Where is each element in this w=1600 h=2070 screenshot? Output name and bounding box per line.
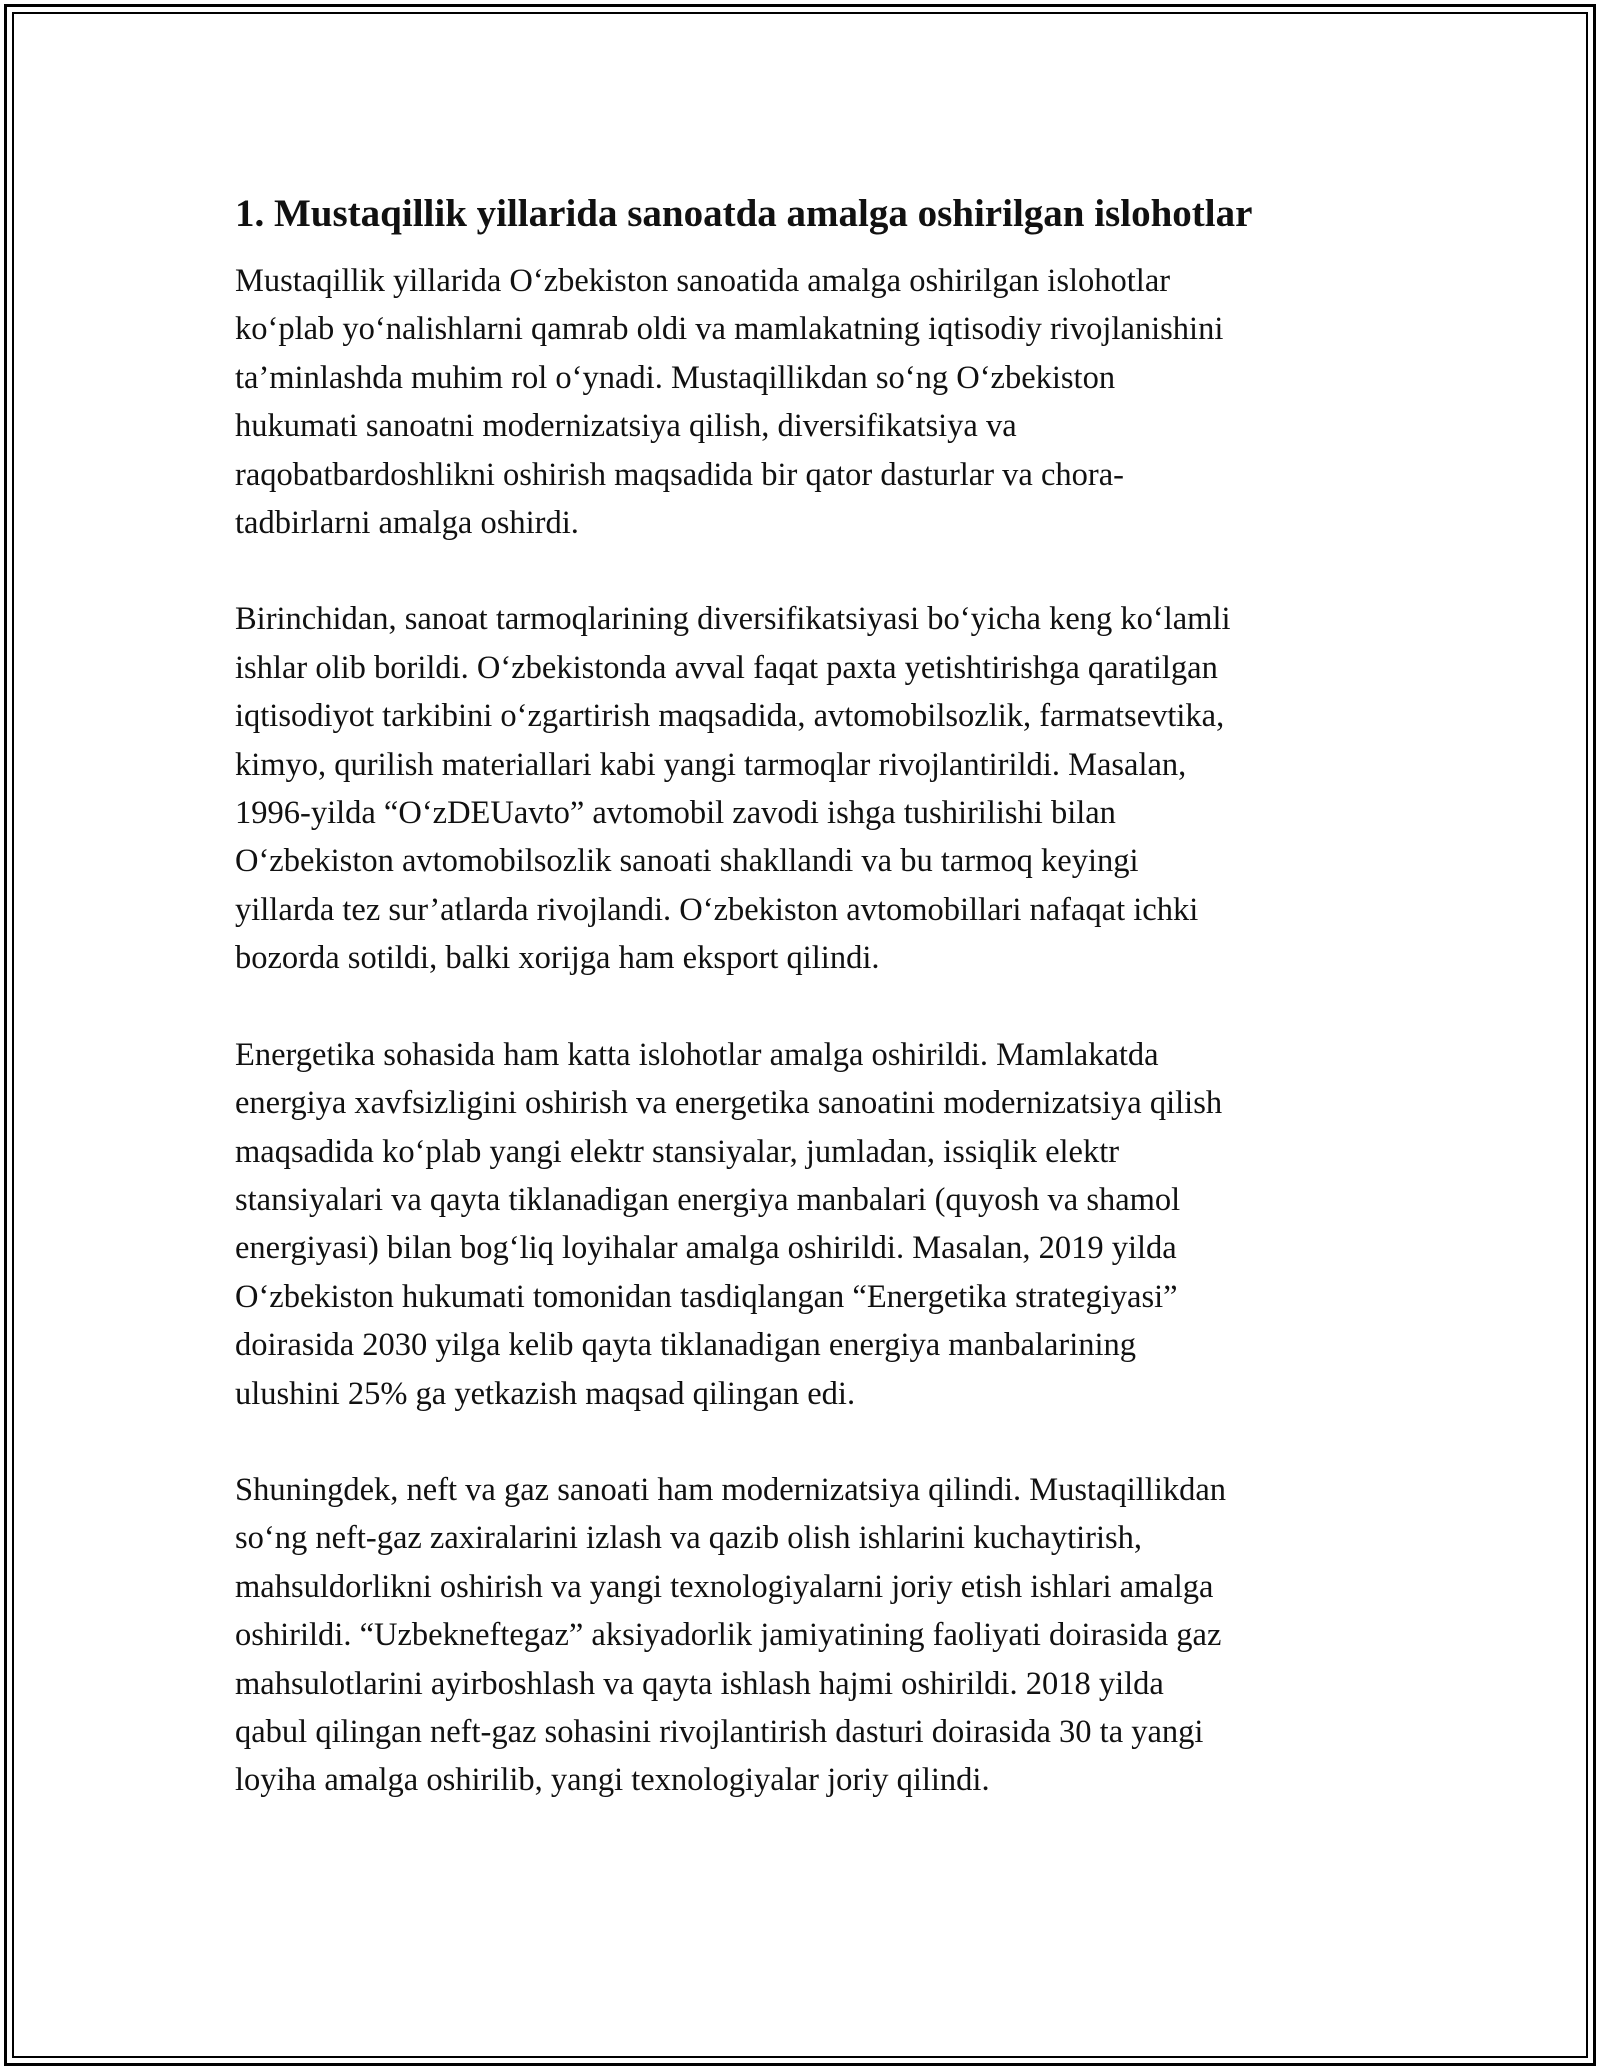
text-line: ta’minlashda muhim rol o‘ynadi. Mustaqillikdan so‘ng O‘zbekiston	[235, 359, 1116, 396]
text-line: so‘ng neft-gaz zaxiralarini izlash va qazib olish ishlarini kuchaytirish,	[235, 1520, 1143, 1557]
paragraph	[235, 1031, 1375, 1418]
text-line: ishlar olib borildi. O‘zbekistonda avval faqat paxta yetishtirishga qaratilgan	[235, 649, 1218, 686]
text-line: oshirildi. “Uzbekneftegaz” aksiyadorlik jamiyatining faoliyati doirasida gaz	[235, 1617, 1222, 1654]
paragraph	[235, 595, 1375, 982]
document-body	[235, 187, 1375, 1853]
text-line: tadbirlarni amalga oshirdi.	[235, 505, 579, 542]
text-line: mahsuldorlikni oshirish va yangi texnologiyalarni joriy etish ishlari amalga	[235, 1568, 1214, 1605]
paragraph	[235, 1466, 1375, 1805]
text-line: mahsulotlarini ayirboshlash va qayta ishlash hajmi oshirildi. 2018 yilda	[235, 1665, 1164, 1702]
text-line: O‘zbekiston avtomobilsozlik sanoati shakllandi va bu tarmoq keyingi	[235, 843, 1139, 880]
text-line: Birinchidan, sanoat tarmoqlarining diversifikatsiyasi bo‘yicha keng ko‘lamli	[235, 601, 1231, 638]
text-line: hukumati sanoatni modernizatsiya qilish, diversifikatsiya va	[235, 408, 1017, 445]
text-line: Mustaqillik yillarida O‘zbekiston sanoatida amalga oshirilgan islohotlar	[235, 263, 1171, 299]
text-line: Shuningdek, neft va gaz sanoati ham modernizatsiya qilindi. Mustaqillikdan	[235, 1471, 1227, 1508]
text-line: kimyo, qurilish materiallari kabi yangi tarmoqlar rivojlantirildi. Masalan,	[235, 746, 1187, 783]
text-line: energiya xavfsizligini oshirish va energetika sanoatini modernizatsiya qilish	[235, 1085, 1223, 1122]
text-line: ulushini 25% ga yetkazish maqsad qilingan edi.	[235, 1375, 856, 1412]
text-line: raqobatbardoshlikni oshirish maqsadida bir qator dasturlar va chora-	[235, 456, 1124, 493]
text-line: bozorda sotildi, balki xorijga ham eksport qilindi.	[235, 940, 880, 977]
text-line: O‘zbekiston hukumati tomonidan tasdiqlangan “Energetika strategiyasi”	[235, 1278, 1178, 1315]
paragraph	[235, 257, 1375, 547]
text-line: qabul qilingan neft-gaz sohasini rivojlantirish dasturi doirasida 30 ta yangi	[235, 1713, 1204, 1750]
text-line: Energetika sohasida ham katta islohotlar amalga oshirildi. Mamlakatda	[235, 1036, 1159, 1073]
text-line: 1996-yilda “O‘zDEUavto” avtomobil zavodi ishga tushirilishi bilan	[235, 795, 1116, 832]
text-line: yillarda tez sur’atlarda rivojlandi. O‘zbekiston avtomobillari nafaqat ichki	[235, 891, 1199, 928]
text-line: energiyasi) bilan bog‘liq loyihalar amalga oshirildi. Masalan, 2019 yilda	[235, 1230, 1177, 1267]
text-line: stansiyalari va qayta tiklanadigan energiya manbalari (quyosh va shamol	[235, 1181, 1181, 1218]
section-heading: 1. Mustaqillik yillarida sanoatda amalga oshirilgan islohotlar	[235, 192, 1253, 235]
text-line: ko‘plab yo‘nalishlarni qamrab oldi va mamlakatning iqtisodiy rivojlanishini	[235, 311, 1224, 348]
text-line: iqtisodiyot tarkibini o‘zgartirish maqsadida, avtomobilsozlik, farmatsevtika,	[235, 698, 1225, 735]
text-line: maqsadida ko‘plab yangi elektr stansiyalar, jumladan, issiqlik elektr	[235, 1133, 1120, 1170]
text-line: loyiha amalga oshirilib, yangi texnologiyalar joriy qilindi.	[235, 1762, 990, 1799]
text-line: doirasida 2030 yilga kelib qayta tiklanadigan energiya manbalarining	[235, 1327, 1137, 1364]
